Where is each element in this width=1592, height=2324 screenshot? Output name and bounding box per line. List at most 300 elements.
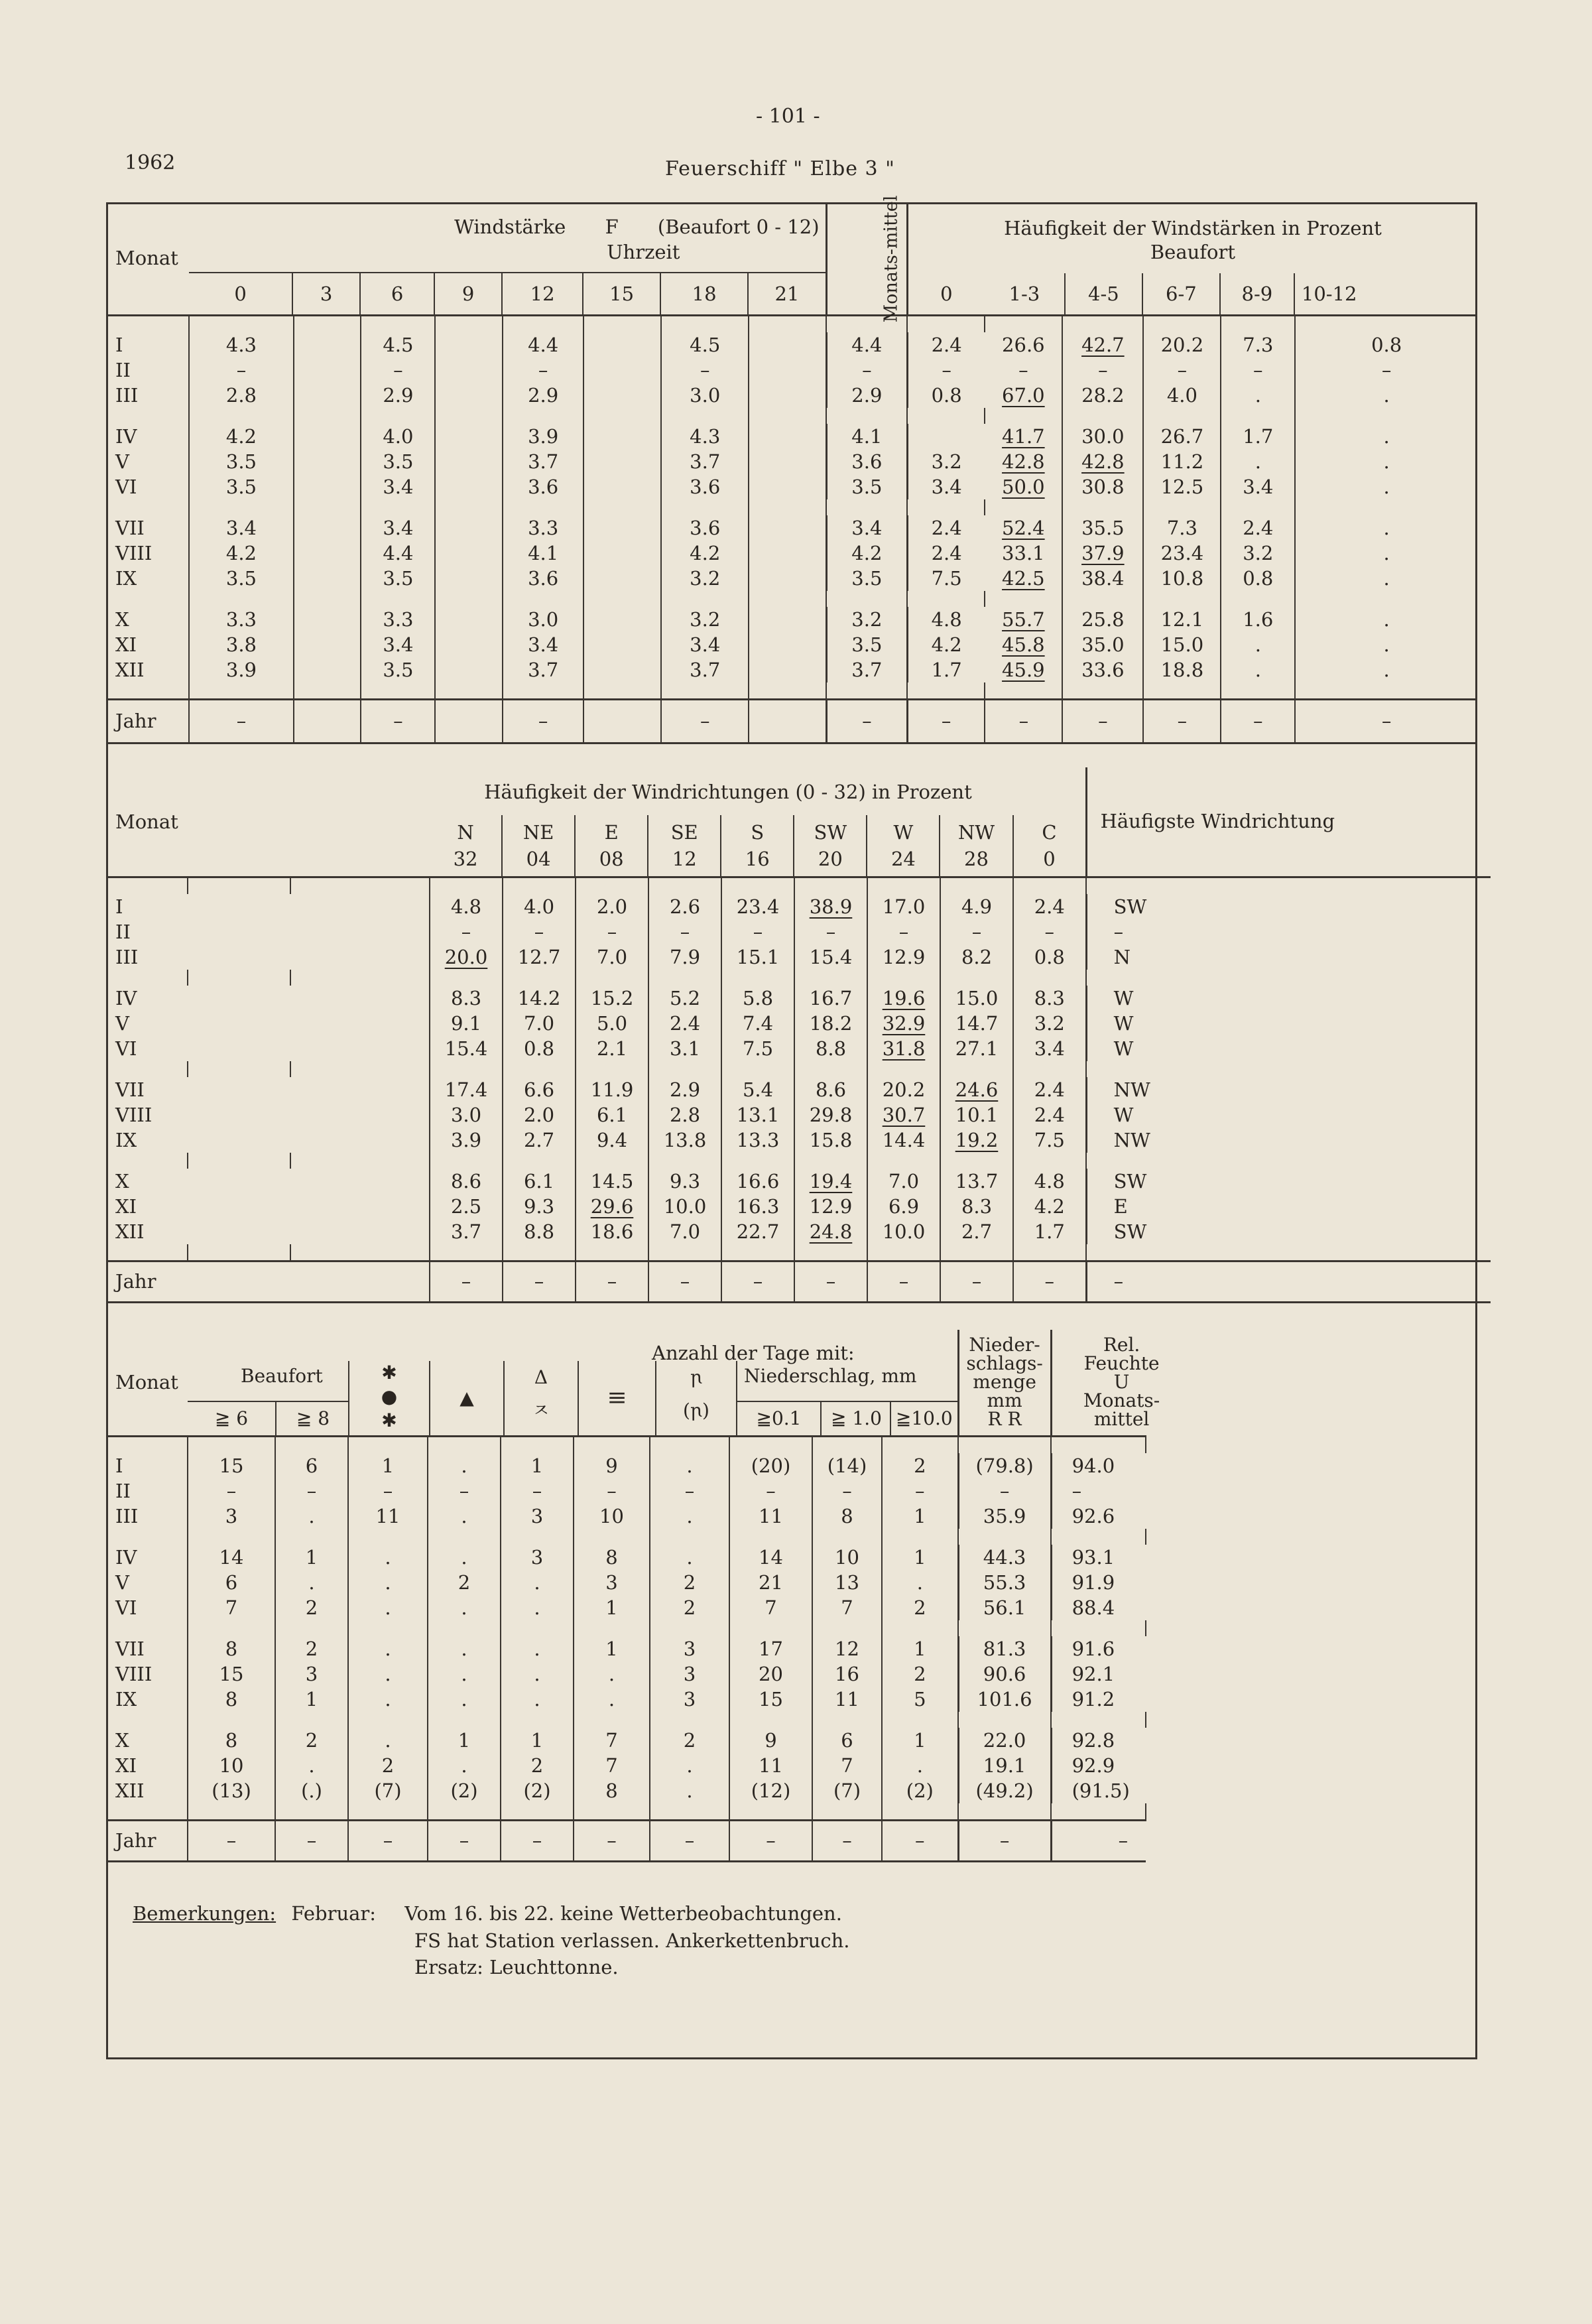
freq-class-6-7: 6-7: [1142, 273, 1219, 314]
days-cell: (13): [188, 1778, 275, 1803]
direction-cell: –: [430, 919, 503, 944]
freq-title: Häufigkeit der Windstärken in Prozent: [1004, 217, 1382, 239]
month-cell: I: [115, 1454, 123, 1477]
empty-cell: [583, 449, 661, 474]
days-cell: 2: [882, 1661, 958, 1687]
days-cell: –: [729, 1478, 812, 1504]
freq-cell: .: [1295, 383, 1477, 408]
wind-direction-rows: [106, 877, 1491, 1302]
days-cell: .: [650, 1504, 729, 1529]
hour-3: 3: [292, 273, 359, 314]
direction-cell: 8.2: [940, 944, 1013, 970]
direction-col-header: [574, 815, 647, 876]
month-cell: XII: [115, 658, 145, 681]
direction-col-header: [720, 815, 793, 876]
direction-cell: 2.9: [648, 1077, 721, 1102]
days-cell: 91.6: [1051, 1636, 1146, 1661]
monthly-mean-cell: 3.7: [826, 657, 907, 682]
direction-cell: 20.2: [867, 1077, 940, 1102]
month-cell: III: [115, 1504, 139, 1527]
empty-cell: [290, 1077, 430, 1102]
direction-cell: 10.1: [940, 1102, 1013, 1128]
direction-cell: 14.4: [867, 1128, 940, 1153]
remarks-month: Februar:: [291, 1902, 377, 1925]
days-cell: –: [574, 1478, 650, 1504]
month-cell: V: [115, 1571, 129, 1594]
days-cell: 10: [188, 1753, 275, 1778]
direction-cell: 6.1: [503, 1169, 576, 1194]
days-cell: –: [1051, 1478, 1146, 1504]
days-cell: .: [428, 1753, 501, 1778]
direction-cell: 5.4: [721, 1077, 794, 1102]
days-cell: 3: [574, 1570, 650, 1595]
empty-cell: [290, 1036, 430, 1061]
wind-h6-cell: 3.4: [361, 632, 435, 657]
empty-cell: [583, 632, 661, 657]
direction-cell: 7.0: [503, 1011, 576, 1036]
days-cell: 91.2: [1051, 1687, 1146, 1712]
direction-cell: 4.0: [503, 894, 576, 919]
direction-cell: 4.8: [1013, 1169, 1086, 1194]
empty-cell: [188, 1102, 290, 1128]
days-cell: 101.6: [958, 1687, 1051, 1712]
days-cell: (14): [812, 1453, 882, 1478]
wind-h18-cell: 3.2: [661, 566, 749, 591]
direction-degree: 16: [745, 847, 770, 870]
direction-cell: 7.5: [1013, 1128, 1086, 1153]
year-dash: –: [661, 699, 749, 743]
direction-degree: 24: [890, 847, 916, 870]
days-cell: 1: [882, 1504, 958, 1529]
direction-name: SE: [670, 820, 698, 844]
direction-degree: 20: [818, 847, 843, 870]
days-cell: 92.1: [1051, 1661, 1146, 1687]
table-row: [106, 944, 1491, 970]
month-cell: XII: [115, 1779, 145, 1802]
direction-cell: 10.0: [648, 1194, 721, 1219]
direction-cell: 29.6: [576, 1194, 648, 1219]
direction-degree: 08: [599, 847, 624, 870]
thunder-icon: Δ: [534, 1366, 548, 1388]
wind-h18-cell: 3.0: [661, 383, 749, 408]
direction-cell: 7.0: [576, 944, 648, 970]
direction-cell: 2.4: [648, 1011, 721, 1036]
wind-direction-table: [106, 767, 1491, 1303]
days-cell: 6: [275, 1453, 348, 1478]
month-cell: I: [115, 895, 123, 918]
hour-21: 21: [747, 273, 826, 314]
days-cell: .: [348, 1728, 428, 1753]
month-cell: VII: [115, 1078, 145, 1101]
direction-cell: 16.7: [794, 986, 867, 1011]
freq-cell: .: [1295, 474, 1477, 499]
days-cell: 12: [812, 1636, 882, 1661]
direction-col-header: [501, 815, 574, 876]
most-frequent-cell: E: [1086, 1194, 1491, 1219]
direction-cell: 14.5: [576, 1169, 648, 1194]
direction-degree: 0: [1043, 847, 1056, 870]
direction-cell: 5.2: [648, 986, 721, 1011]
wind-h12-cell: 3.9: [503, 424, 583, 449]
direction-name: NE: [522, 820, 554, 844]
freq-cell: –: [1018, 358, 1028, 381]
freq-cell: 30.8: [1062, 474, 1143, 499]
wind-h6-cell: 3.5: [361, 449, 435, 474]
freq-cell: 35.0: [1062, 632, 1143, 657]
wind-force-title: Windstärke: [454, 216, 566, 238]
direction-cell: 38.9: [794, 894, 867, 919]
empty-cell: [583, 383, 661, 408]
direction-cell: 11.9: [576, 1077, 648, 1102]
year-dash: –: [826, 699, 907, 743]
direction-cell: 2.1: [576, 1036, 648, 1061]
direction-cell: 18.2: [794, 1011, 867, 1036]
freq-cell: 35.5: [1062, 515, 1143, 541]
days-cell: .: [348, 1570, 428, 1595]
lightning-icon-2: (ꞃ): [683, 1399, 709, 1421]
days-cell: (79.8): [958, 1453, 1051, 1478]
amount-header: Nieder- schlags- menge mm R R: [958, 1330, 1051, 1436]
days-cell: .: [348, 1661, 428, 1687]
wind-h0-cell: 4.3: [189, 332, 294, 357]
freq-cell: .: [1221, 449, 1295, 474]
table-row: [106, 1169, 1491, 1194]
days-cell: 8: [188, 1687, 275, 1712]
direction-cell: 7.0: [867, 1169, 940, 1194]
days-cell: 2: [275, 1728, 348, 1753]
days-cell: 1: [574, 1636, 650, 1661]
direction-cell: –: [867, 919, 940, 944]
days-cell: 1: [501, 1728, 574, 1753]
table-row: [106, 1636, 1477, 1661]
wind-h0-cell: –: [189, 357, 294, 383]
wind-h12-cell: 3.6: [503, 566, 583, 591]
wind-h18-cell: 3.6: [661, 474, 749, 499]
table-row: [106, 541, 1477, 566]
year-dash: –: [907, 699, 985, 743]
days-cell: .: [428, 1661, 501, 1687]
empty-cell: [435, 357, 503, 383]
empty-cell: [188, 1036, 290, 1061]
freq-cell: –: [1295, 357, 1477, 383]
days-cell: 92.6: [1051, 1504, 1146, 1529]
month-cell: VI: [115, 1596, 137, 1619]
direction-cell: 5.0: [576, 1011, 648, 1036]
empty-cell: [290, 1219, 430, 1244]
direction-cell: 29.8: [794, 1102, 867, 1128]
days-cell: .: [650, 1778, 729, 1803]
days-cell: 44.3: [958, 1545, 1051, 1570]
freq-cell: .: [1221, 383, 1295, 408]
freq-cell: 23.4: [1143, 541, 1221, 566]
remarks-line-1: Vom 16. bis 22. keine Wetterbeobachtungen.: [404, 1902, 842, 1925]
days-cell: .: [428, 1504, 501, 1529]
wind-h0-cell: 3.3: [189, 607, 294, 632]
rain-dot-icon: ●: [381, 1385, 398, 1407]
days-cell: 1: [882, 1728, 958, 1753]
month-cell: V: [115, 1011, 129, 1035]
most-frequent-cell: NW: [1086, 1077, 1491, 1102]
days-cell: 56.1: [958, 1595, 1051, 1620]
table-row: [106, 383, 1477, 408]
direction-degree: 32: [453, 847, 478, 870]
days-cell: 6: [812, 1728, 882, 1753]
snow-icon: ✱: [381, 1361, 397, 1384]
empty-cell: [583, 699, 661, 743]
table-row: [106, 657, 1477, 682]
freq-cell: –: [1062, 357, 1143, 383]
wind-h6-cell: 3.3: [361, 607, 435, 632]
hour-9: 9: [434, 273, 501, 314]
precip-10: ≧10.0: [890, 1401, 957, 1435]
empty-cell: [583, 357, 661, 383]
year-dash: –: [1062, 699, 1143, 743]
days-cell: 7: [812, 1753, 882, 1778]
direction-cell: 3.9: [430, 1128, 503, 1153]
table-row: [106, 1194, 1491, 1219]
days-cell: .: [275, 1570, 348, 1595]
wind-h6-cell: 4.4: [361, 541, 435, 566]
empty-cell: [583, 424, 661, 449]
days-cell: 17: [729, 1636, 812, 1661]
days-cell: 21: [729, 1570, 812, 1595]
year-dash: –: [275, 1820, 348, 1861]
wind-force-header: [189, 202, 826, 315]
days-cell: .: [428, 1595, 501, 1620]
days-cell: 3: [650, 1661, 729, 1687]
empty-cell: [188, 919, 290, 944]
freq-cell: 3.4: [907, 474, 985, 499]
days-cell: 7: [812, 1595, 882, 1620]
days-cell: –: [428, 1478, 501, 1504]
monthly-mean-cell: 4.4: [826, 332, 907, 357]
days-cell: 2: [650, 1595, 729, 1620]
wind-h6-cell: 4.5: [361, 332, 435, 357]
hour-18: 18: [660, 273, 747, 314]
direction-cell: 20.0: [430, 944, 503, 970]
direction-cell: 30.7: [867, 1102, 940, 1128]
freq-cell: .: [1295, 424, 1477, 449]
empty-cell: [290, 1128, 430, 1153]
wind-h0-cell: 3.9: [189, 657, 294, 682]
hour-0: 0: [234, 282, 247, 305]
wind-h12-cell: 3.7: [503, 657, 583, 682]
freq-cell: 42.7: [1062, 332, 1143, 357]
direction-name: NW: [957, 820, 995, 844]
most-frequent-cell: –: [1086, 919, 1491, 944]
wind-h12-cell: 3.0: [503, 607, 583, 632]
days-cell: 11: [729, 1504, 812, 1529]
days-cell: –: [501, 1478, 574, 1504]
year-dash: –: [812, 1820, 882, 1861]
direction-cell: –: [1013, 919, 1086, 944]
direction-cell: 15.0: [940, 986, 1013, 1011]
table-row: [106, 424, 1477, 449]
direction-cell: 16.6: [721, 1169, 794, 1194]
days-cell: 7: [729, 1595, 812, 1620]
monthly-mean-cell: 3.5: [826, 632, 907, 657]
direction-cell: 3.2: [1013, 1011, 1086, 1036]
wind-force-rows: [106, 315, 1477, 743]
freq-cell: 0.8: [1295, 332, 1477, 357]
wind-h0-cell: 4.2: [189, 424, 294, 449]
month-cell: XI: [115, 1194, 137, 1218]
days-cell: –: [882, 1478, 958, 1504]
days-cell: 3: [650, 1687, 729, 1712]
direction-cell: 3.0: [430, 1102, 503, 1128]
empty-cell: [435, 699, 503, 743]
days-cell: 1: [348, 1453, 428, 1478]
days-cell: .: [574, 1687, 650, 1712]
wind-h6-cell: 3.4: [361, 515, 435, 541]
remarks-line-3: Ersatz: Leuchttonne.: [414, 1956, 619, 1979]
direction-cell: 2.8: [648, 1102, 721, 1128]
table-row: [106, 1453, 1477, 1478]
table-row: [106, 515, 1477, 541]
lightning-icon: ꞃ: [690, 1366, 703, 1388]
days-cell: (91.5): [1051, 1778, 1146, 1803]
days-cell: 20: [729, 1661, 812, 1687]
freq-cell: 4.8: [907, 607, 985, 632]
snow-rain-header: [348, 1361, 429, 1435]
table-row: [106, 1011, 1491, 1036]
year-dash: –: [1051, 1820, 1146, 1861]
freq-header: [907, 202, 1477, 315]
direction-name: SW: [814, 820, 847, 844]
freq-cell: 2.4: [907, 541, 985, 566]
direction-col-header: [647, 815, 720, 876]
empty-cell: [294, 515, 361, 541]
beaufort-label: Beaufort: [241, 1364, 323, 1387]
month-cell: VII: [115, 516, 145, 539]
freq-class-1-3: 1-3: [1009, 282, 1040, 305]
freq-cell: 1.7: [907, 657, 985, 682]
direction-cell: 17.4: [430, 1077, 503, 1102]
empty-cell: [749, 566, 826, 591]
freq-cell: 1.6: [1221, 607, 1295, 632]
most-frequent-cell: N: [1086, 944, 1491, 970]
empty-cell: [749, 607, 826, 632]
empty-cell: [290, 1011, 430, 1036]
days-cell: –: [958, 1478, 1051, 1504]
days-cell: .: [348, 1545, 428, 1570]
direction-cell: 10.0: [867, 1219, 940, 1244]
table-row: [106, 474, 1477, 499]
monthly-mean-cell: 4.2: [826, 541, 907, 566]
year-label: 1962: [125, 151, 176, 174]
fog-icon: ≡: [578, 1361, 655, 1435]
empty-cell: [749, 474, 826, 499]
month-cell: XI: [115, 1754, 137, 1777]
empty-cell: [749, 357, 826, 383]
days-cell: 11: [348, 1504, 428, 1529]
days-cell: .: [348, 1595, 428, 1620]
month-cell: IV: [115, 1545, 137, 1569]
days-cell: 15: [188, 1453, 275, 1478]
direction-cell: 32.9: [867, 1011, 940, 1036]
days-cell: –: [275, 1478, 348, 1504]
direction-cell: 17.0: [867, 894, 940, 919]
freq-cell: 20.2: [1143, 332, 1221, 357]
days-cell: 11: [729, 1753, 812, 1778]
most-frequent-cell: W: [1086, 1011, 1491, 1036]
empty-cell: [294, 607, 361, 632]
empty-cell: [435, 515, 503, 541]
beaufort-8: ≧ 8: [275, 1401, 349, 1435]
table-row: [106, 1753, 1477, 1778]
direction-col-header: [939, 815, 1012, 876]
direction-cell: 13.8: [648, 1128, 721, 1153]
monthly-mean-cell: 3.2: [826, 607, 907, 632]
empty-cell: [294, 632, 361, 657]
month-cell: III: [115, 945, 139, 968]
direction-cell: –: [648, 919, 721, 944]
year-dash: –: [574, 1820, 650, 1861]
empty-cell: [290, 1169, 430, 1194]
monthly-mean-cell: 3.5: [826, 474, 907, 499]
empty-cell: [749, 515, 826, 541]
empty-cell: [294, 657, 361, 682]
freq-cell: 15.0: [1143, 632, 1221, 657]
empty-cell: [294, 383, 361, 408]
precip-title: Niederschlag, mm: [744, 1364, 917, 1387]
days-cell: 8: [574, 1778, 650, 1803]
table-row: [106, 566, 1477, 591]
empty-cell: [435, 566, 503, 591]
direction-cell: 8.3: [430, 986, 503, 1011]
days-cell: (7): [348, 1778, 428, 1803]
table-row: [106, 894, 1491, 919]
direction-cell: 0.8: [503, 1036, 576, 1061]
direction-cell: 14.2: [503, 986, 576, 1011]
freq-cell: 45.9: [1002, 658, 1045, 681]
days-cell: –: [650, 1478, 729, 1504]
empty-cell: [290, 944, 430, 970]
direction-cell: 15.4: [430, 1036, 503, 1061]
freq-cell: 2.4: [907, 332, 985, 357]
month-cell: XII: [115, 1220, 145, 1243]
direction-cell: 24.6: [940, 1077, 1013, 1102]
direction-col-header: [866, 815, 939, 876]
empty-cell: [749, 449, 826, 474]
days-cell: 1: [574, 1595, 650, 1620]
days-cell: .: [348, 1687, 428, 1712]
beaufort-6: ≧ 6: [188, 1401, 275, 1435]
direction-cell: 8.8: [794, 1036, 867, 1061]
freq-cell: 25.8: [1062, 607, 1143, 632]
empty-cell: [294, 332, 361, 357]
direction-cell: 2.0: [503, 1102, 576, 1128]
freq-cell: 2.4: [907, 515, 985, 541]
direction-cell: 2.6: [648, 894, 721, 919]
freq-cell: .: [1295, 541, 1477, 566]
days-cell: (20): [729, 1453, 812, 1478]
table-row: [106, 1077, 1491, 1102]
freq-cell: 50.0: [1002, 475, 1045, 498]
freq-cell: 4.0: [1143, 383, 1221, 408]
empty-cell: [188, 1261, 290, 1302]
days-cell: 6: [188, 1570, 275, 1595]
freq-cell: .: [1221, 657, 1295, 682]
month-cell: VIII: [115, 1103, 153, 1126]
month-cell: IV: [115, 424, 137, 448]
direction-degree: 04: [526, 847, 551, 870]
days-cell: 93.1: [1051, 1545, 1146, 1570]
days-cell: .: [428, 1636, 501, 1661]
monthly-mean-cell: 2.9: [826, 383, 907, 408]
monthly-mean-header: Monats-mittel: [826, 202, 907, 315]
wind-h12-cell: 3.7: [503, 449, 583, 474]
